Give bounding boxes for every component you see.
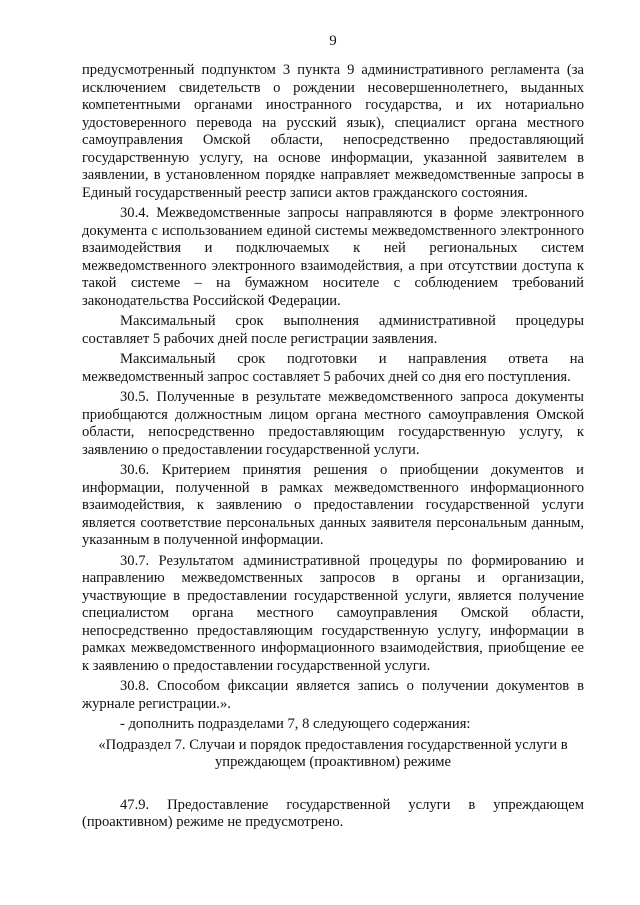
page-number: 9 <box>329 33 337 49</box>
spacer <box>82 775 584 797</box>
paragraph-max-term-procedure: Максимальный срок выполнения административной процедуры составляет 5 рабочих дней после регистрации заявления. <box>82 313 584 347</box>
section-heading-line-1: «Подраздел 7. Случаи и порядок предоставления государственной услуги в <box>98 736 568 753</box>
paragraph-30-6: 30.6. Критерием принятия решения о приобщении документов и информации, полученной в рамках межведомственного информационного взаимодействия, к заявлению о предоставлении государственной услуги является соответствие персональных данных заявителя персональным данным, указанным в полученной информации. <box>82 462 584 548</box>
paragraph-30-7: 30.7. Результатом административной процедуры по формированию и направлению межведомственных запросов в органы и организации, участвующие в предоставлении государственной услуги, является получение специалистом органа местного самоуправления Омской области, непосредственно предоставляющим государственную услугу, информации в рамках межведомственного информационного взаимодействия, приобщение ее к заявлению о предоставлении государственной услуги. <box>82 552 584 674</box>
paragraph-30-5: 30.5. Полученные в результате межведомственного запроса документы приобщаются должностным лицом органа местного самоуправления Омской области, непосредственно предоставляющим государственную услугу, к заявлению о предоставлении государственной услуги. <box>82 389 584 458</box>
paragraph-30-8: 30.8. Способом фиксации является запись о получении документов в журнале регистрации.». <box>82 678 584 712</box>
document-body <box>82 62 584 832</box>
section-heading-line-2: упреждающем (проактивном) режиме <box>214 754 452 770</box>
paragraph-30-4: 30.4. Межведомственные запросы направляются в форме электронного документа с использованием единой системы межведомственного электронного взаимодействия и подключаемых к ней региональных систем межведомственного электронного взаимодействия, а при отсутствии доступа к такой системе – на бумажном носителе с соблюдением требований законодательства Российской Федерации. <box>82 205 584 309</box>
paragraph-amendment: - дополнить подразделами 7, 8 следующего содержания: <box>120 716 471 732</box>
paragraph-max-term-response: Максимальный срок подготовки и направления ответа на межведомственный запрос составляет 5 рабочих дней со дня его поступления. <box>82 351 584 385</box>
paragraph-47-9: 47.9. Предоставление государственной услуги в упреждающем (проактивном) режиме не предусмотрено. <box>82 796 584 830</box>
section-heading <box>82 737 584 772</box>
paragraph-continuation: предусмотренный подпунктом 3 пункта 9 административного регламента (за исключением свидетельств о рождении несовершеннолетнего, выданных компетентными органами иностранного государства, и их нотариально удостоверенного перевода на русский язык), специалист органа местного самоуправления Омской области, непосредственно предоставляющий государственную услугу, на основе информации, указанной заявителем в заявлении, в установленном порядке направляет межведомственные запросы в Единый государственный реестр записи актов гражданского состояния. <box>82 62 584 201</box>
